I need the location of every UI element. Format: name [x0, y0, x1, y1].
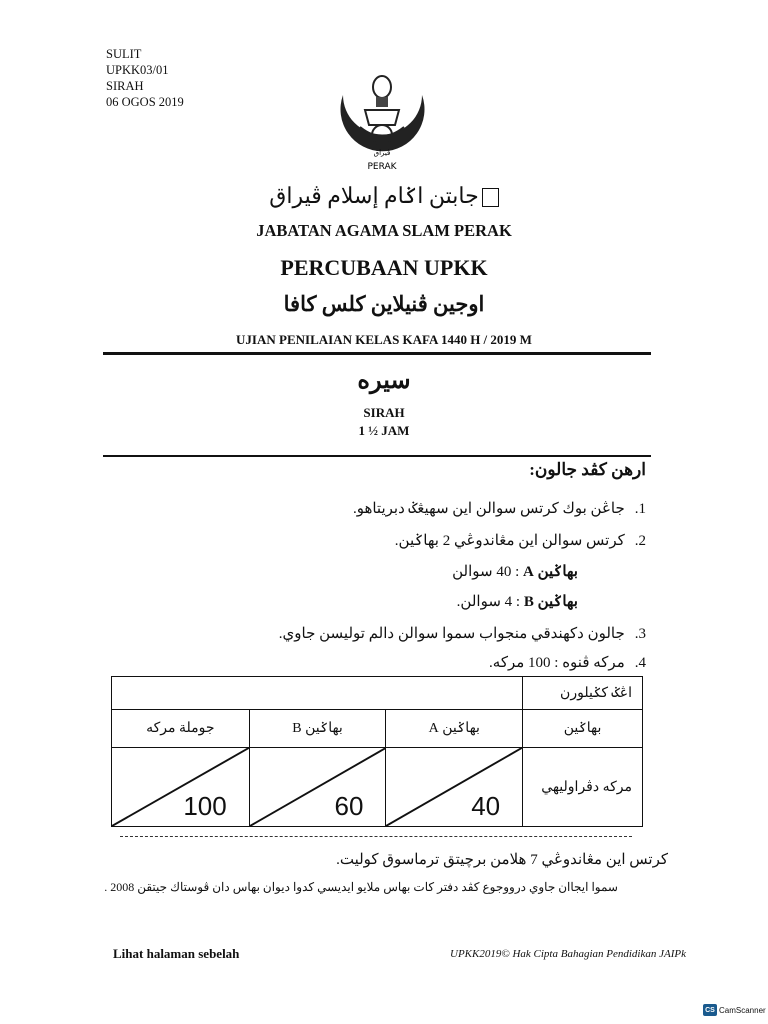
header-classification: SULIT — [106, 47, 142, 61]
jawi-subject-title: سيره — [357, 368, 411, 394]
part-b-max-score: 60 — [334, 791, 364, 821]
instructions-heading: ارهن كڤد جالون: — [529, 460, 646, 479]
instruction-item: 2.كرتس سوالن اين مڠاندوڠي 2 بهاݢين. — [394, 533, 646, 549]
score-table-blank — [112, 677, 523, 710]
copyright-note: UPKK2019© Hak Cipta Bahagian Pendidikan JAIPk — [450, 948, 686, 960]
marks-obtained-label: مركه دڤراوليهي — [523, 748, 643, 827]
subject-title: SIRAH — [363, 405, 405, 420]
instruction-item: 3.جالون دكهندقي منجواب سموا سوالن دالم تولیسن جاوي. — [278, 626, 646, 642]
total-score-cell — [112, 748, 250, 827]
part-a-info: بهاݢين A : 40 سوالن — [452, 564, 578, 580]
next-page-note: Lihat halaman sebelah — [113, 946, 240, 961]
department-title: JABATAN AGAMA SLAM PERAK — [256, 221, 512, 240]
header-code: UPKK03/01 — [106, 63, 169, 77]
total-max-score: 100 — [183, 791, 227, 821]
col-part-header: بهاݢين — [523, 710, 643, 748]
camscanner-icon: CS — [703, 1004, 717, 1016]
camscanner-watermark — [703, 1004, 766, 1016]
instruction-item: 1.جاڠن بوك كرتس سوالن اين سهيڠݢ دبريتاهو. — [352, 501, 646, 517]
dashed-divider — [120, 836, 632, 837]
duration: 1 ½ JAM — [358, 423, 410, 438]
part-a-max-score: 40 — [471, 791, 501, 821]
missing-glyph-icon — [482, 188, 499, 207]
crest-label: PERAK — [367, 162, 397, 172]
camscanner-text: CamScanner — [719, 1005, 766, 1015]
crest-motto: ڤيراق — [373, 149, 391, 157]
part-b-info: بهاݢين B : 4 سوالن. — [456, 594, 578, 610]
header-date: 06 OGOS 2019 — [106, 95, 184, 109]
exam-full-title: UJIAN PENILAIAN KELAS KAFA 1440 H / 2019 M — [236, 332, 532, 347]
page-count-note: كرتس اين مڠاندوڠي 7 هلامن برچيتق ترماسوق كولیت. — [336, 852, 668, 868]
score-table — [111, 676, 643, 827]
jawi-exam-title: اوجين ڤنيلاين كلس كافا — [283, 292, 485, 316]
divider — [103, 352, 651, 355]
exam-title: PERCUBAAN UPKK — [280, 255, 488, 280]
document-header — [106, 46, 184, 110]
header-subject: SIRAH — [106, 79, 144, 93]
divider — [103, 455, 651, 457]
instruction-item: 4.مركه ڤنوه : 100 مركه. — [489, 655, 646, 671]
col-a-header: بهاݢين A — [386, 710, 523, 748]
col-b-header: بهاݢين B — [249, 710, 386, 748]
jawi-department-title: جابتن اݢام إسلام ڤيراق — [0, 183, 768, 209]
part-b-score-cell — [249, 748, 386, 827]
part-a-score-cell — [386, 748, 523, 827]
col-total-header: جوملة مركه — [112, 710, 250, 748]
perak-crest-logo — [325, 65, 440, 187]
examiner-use-label: اڠݢ كݢيلورن — [523, 677, 643, 710]
spelling-note: سموا ايجاان جاوي درووجوع كڤد دفتر كات بهاس ملايو ايديسي كدوا ديوان بهاس دان ڤوستاك جيتقن 2008 . — [104, 880, 618, 894]
